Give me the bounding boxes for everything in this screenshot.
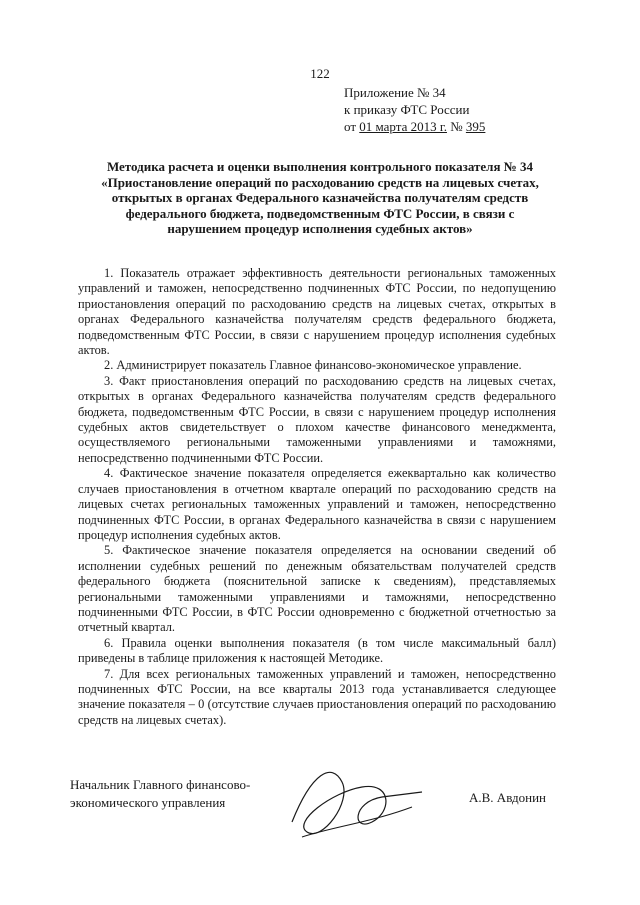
paragraph-1: 1. Показатель отражает эффективность деятельности региональных таможенных управлений и таможен, непосредственно подчиненных ФТС России, по недопущению приостановления операций по расходованию средств на лицевых счетах, открытых в органах Федерального казначейства получателям средств федерального бюджета, подведомственным ФТС России, в связи с нарушением процедур исполнения судебных актов. xyxy=(78,266,556,358)
title-line: «Приостановление операций по расходованию средств на лицевых счетах, xyxy=(101,174,539,190)
order-date: 01 марта 2013 г. xyxy=(359,119,447,134)
paragraph-3: 3. Факт приостановления операций по расходованию средств на лицевых счетах, открытых в органах Федерального казначейства получателям средств федерального бюджета, подведомственным ФТС России, в связи с нарушением процедур исполнения судебных актов свидетельствует о плохом качестве финансового менеджмента, осуществляемого региональными таможенными управлениями и таможнями, непосредственно подчиненными ФТС России. xyxy=(78,373,556,465)
paragraph-2: 2. Администрирует показатель Главное финансово-экономическое управление. xyxy=(104,358,522,373)
order-number: 395 xyxy=(465,119,486,134)
title-line: открытых в органах Федерального казначейства получателям средств xyxy=(111,190,529,206)
annex-date-line xyxy=(344,118,544,135)
signatory-name: А.В. Авдонин xyxy=(469,790,546,805)
title-line: Методика расчета и оценки выполнения контрольного показателя № 34 xyxy=(106,159,534,174)
annex-order-ref: к приказу ФТС России xyxy=(344,102,470,117)
position-line: экономического управления xyxy=(70,795,226,810)
position-line: Начальник Главного финансово- xyxy=(70,777,251,792)
paragraph-7: 7. Для всех региональных таможенных управлений и таможен, непосредственно подчиненных ФТС России, на все кварталы 2013 года устанавливается следующее значение показателя – 0 (отсутствие случаев приостановления операций по расходованию средств на лицевых счетах). xyxy=(78,666,556,727)
annex-number: Приложение № 34 xyxy=(344,85,446,100)
document-body xyxy=(78,266,556,728)
page-number: 122 xyxy=(310,66,330,81)
title-line: нарушением процедур исполнения судебных актов» xyxy=(167,221,473,237)
handwritten-signature xyxy=(272,752,432,852)
signatory-position xyxy=(70,776,250,812)
title-line: федерального бюджета, подведомственным ФТС России, в связи с xyxy=(125,205,515,221)
paragraph-6: 6. Правила оценки выполнения показателя (в том числе максимальный балл) приведены в таблице приложения к настоящей Методике. xyxy=(78,635,556,666)
paragraph-4: 4. Фактическое значение показателя определяется ежеквартально как количество случаев приостановления в отчетном квартале операций по расходованию средств на лицевых счетах региональных таможенных управлений и таможен, непосредственно подчиненных ФТС России, в органах Федерального казначейства в связи с нарушением процедур исполнения судебных актов. xyxy=(78,466,556,542)
number-prefix: № xyxy=(450,119,463,134)
date-prefix: от xyxy=(344,119,357,134)
document-title xyxy=(60,159,580,237)
annex-header xyxy=(344,84,544,135)
paragraph-5: 5. Фактическое значение показателя определяется на основании сведений об исполнении судебных решений по денежным обязательствам получателей средств федерального бюджета (пояснительной записке к сведениям), представляемых региональными таможенными управлениями и таможнями, непосредственно подчиненными ФТС России, в ФТС России одновременно с бюджетной отчетностью за отчетный квартал. xyxy=(78,543,556,635)
